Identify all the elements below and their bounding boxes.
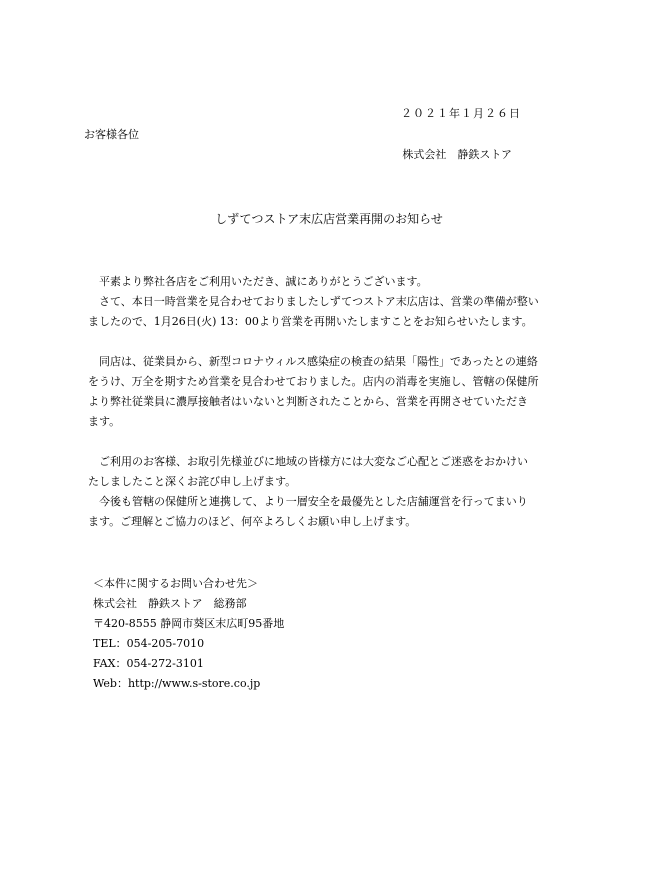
body-line: 平素より弊社各店をご利用いただき、誠にありがとうございます。 bbox=[88, 275, 428, 288]
body-line: ます。ご理解とご協力のほど、何卒よろしくお願い申し上げます。 bbox=[88, 515, 417, 528]
paragraph-details bbox=[88, 352, 539, 432]
paragraph-greeting bbox=[88, 272, 539, 332]
sender-company: 株式会社 静鉄ストア bbox=[402, 148, 512, 161]
contact-web: Web：http://www.s-store.co.jp bbox=[93, 677, 261, 690]
recipient-line: お客様各位 bbox=[84, 128, 139, 141]
body-line: ご利用のお客様、お取引先様並びに地域の皆様方には大変なご心配とご迷惑をおかけい bbox=[88, 455, 528, 468]
body-line: たしましたこと深くお詫び申し上げます。 bbox=[88, 475, 297, 488]
document-date: ２０２１年１月２６日 bbox=[401, 107, 521, 120]
body-line: ます。 bbox=[88, 415, 121, 428]
document-title: しずてつストア末広店営業再開のお知らせ bbox=[215, 212, 443, 226]
paragraph-apology bbox=[88, 452, 528, 532]
contact-fax: FAX：054-272-3101 bbox=[93, 657, 204, 670]
body-line: 同店は、従業員から、新型コロナウィルス感染症の検査の結果「陽性」であったとの連絡 bbox=[88, 355, 538, 368]
body-line: をうけ、万全を期すため営業を見合わせておりました。店内の消毒を実施し、管轄の保健所 bbox=[88, 375, 539, 388]
contact-address: 〒420-8555 静岡市葵区末広町95番地 bbox=[93, 617, 285, 630]
body-line: ましたので、1月26日(火) 13：00より営業を再開いたしますことをお知らせいたします。 bbox=[88, 315, 533, 328]
notice-body bbox=[88, 272, 539, 532]
body-line: 今後も管轄の保健所と連携して、より一層安全を最優先とした店舗運営を行ってまいり bbox=[88, 495, 528, 508]
body-line: より弊社従業員に濃厚接触者はいないと判断されたことから、営業を再開させていただき bbox=[88, 395, 528, 408]
contact-heading: ＜本件に関するお問い合わせ先＞ bbox=[93, 577, 258, 590]
body-line: さて、本日一時営業を見合わせておりましたしずてつストア末広店は、営業の準備が整い bbox=[88, 295, 539, 308]
contact-tel: TEL：054-205-7010 bbox=[93, 637, 205, 650]
contact-department: 株式会社 静鉄ストア 総務部 bbox=[93, 597, 247, 610]
contact-block bbox=[93, 574, 284, 694]
